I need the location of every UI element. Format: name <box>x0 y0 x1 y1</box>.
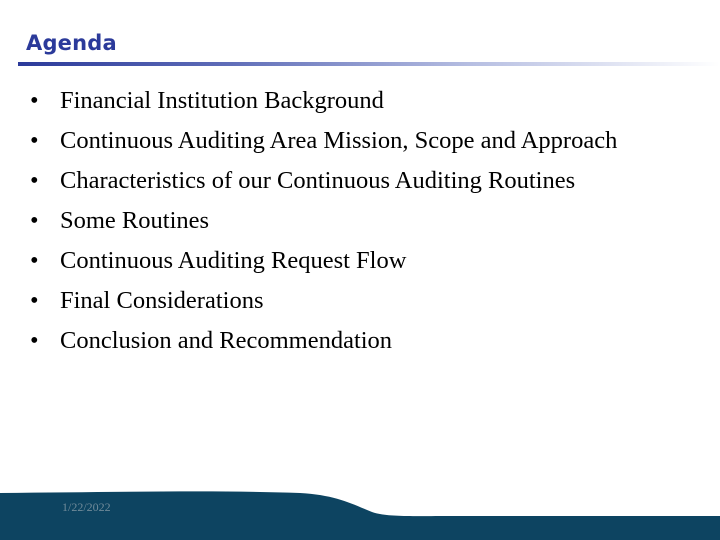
bullet-icon: • <box>30 327 39 354</box>
bullet-icon: • <box>30 287 39 314</box>
agenda-item-text: Continuous Auditing Request Flow <box>60 247 407 274</box>
bullet-icon: • <box>30 167 39 194</box>
list-item <box>30 244 630 277</box>
list-item <box>30 164 630 197</box>
agenda-item-text: Final Considerations <box>60 287 264 314</box>
slide-title: Agenda <box>26 31 117 55</box>
agenda-item-text: Some Routines <box>60 207 210 234</box>
agenda-item-text: Conclusion and Recommendation <box>60 327 393 354</box>
bullet-icon: • <box>30 247 39 274</box>
agenda-list <box>30 84 630 364</box>
bullet-icon: • <box>30 127 39 154</box>
list-item <box>30 324 630 357</box>
agenda-item-text: Characteristics of our Continuous Auditing Routines <box>60 167 576 194</box>
list-item <box>30 204 630 237</box>
list-item <box>30 124 630 157</box>
bullet-icon: • <box>30 87 39 114</box>
agenda-item-text: Financial Institution Background <box>60 87 384 114</box>
list-item <box>30 284 630 317</box>
bullet-icon: • <box>30 207 39 234</box>
list-item <box>30 84 630 117</box>
agenda-item-text: Continuous Auditing Area Mission, Scope and Approach <box>60 127 618 154</box>
footer-wave-shape <box>0 491 720 540</box>
footer-date: 1/22/2022 <box>62 500 111 514</box>
title-underline <box>18 62 720 66</box>
